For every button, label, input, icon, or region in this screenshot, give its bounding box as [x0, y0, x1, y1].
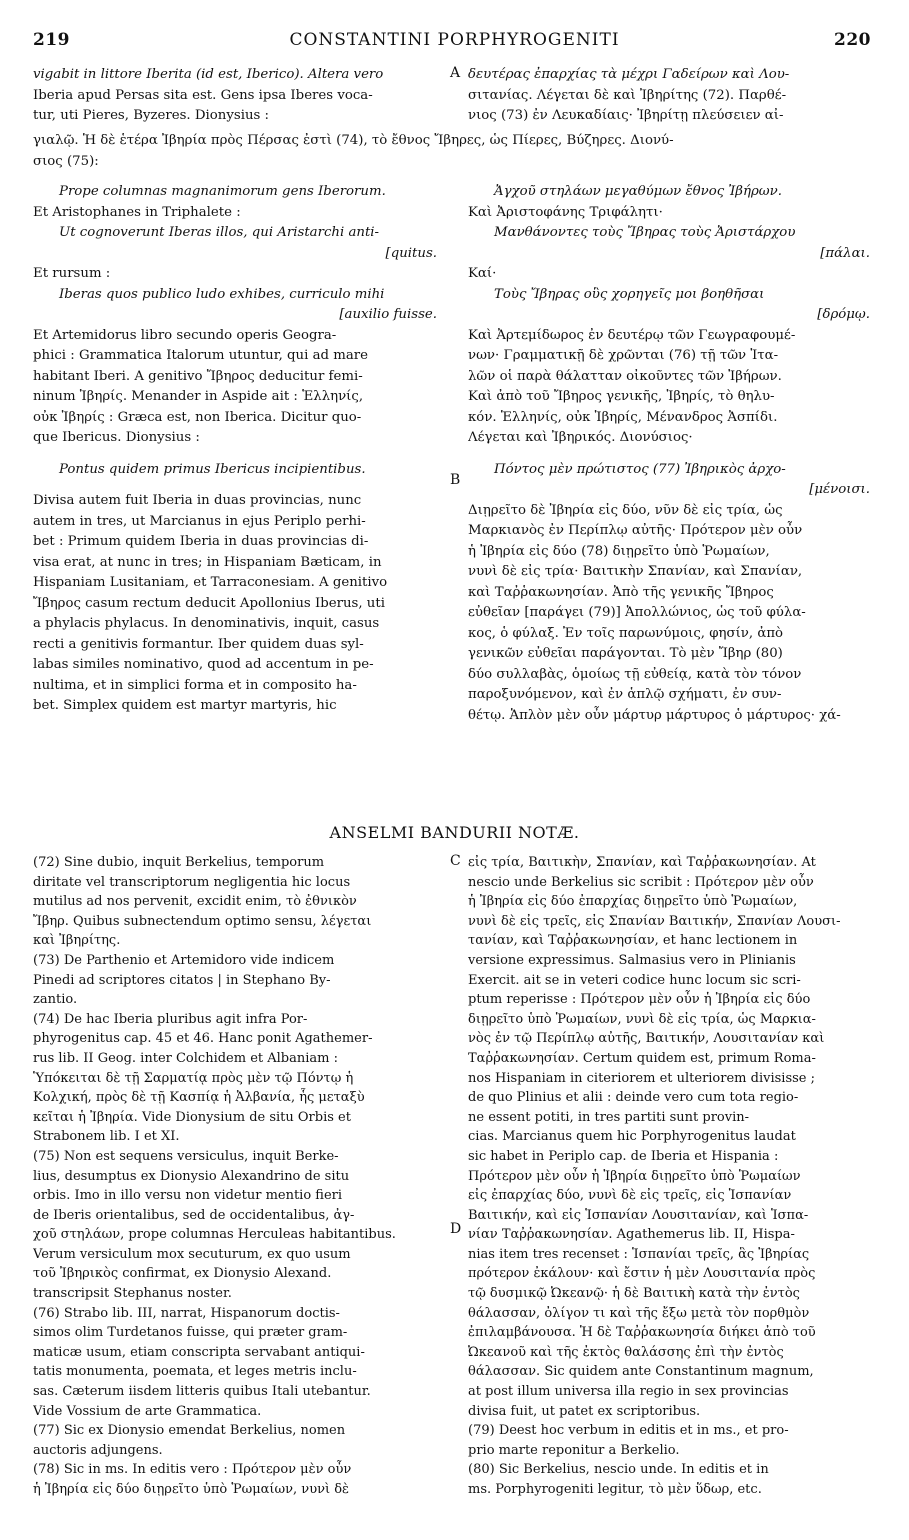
latin-text-verse-line: Iberas quos publico ludo exhibes, curriculo mihi [59, 286, 385, 302]
note-line: cias. Marcianus quem hic Porphyrogenitus laudat [468, 1129, 796, 1145]
running-header-title: CONSTANTINI PORPHYROGENITI [289, 30, 620, 50]
note-line: (75) Non est sequens versiculus, inquit Berke- [33, 1148, 339, 1164]
latin-text-line: autem in tres, ut Marcianus in ejus Periplo perhi- [33, 513, 366, 529]
note-line: auctoris adjungens. [33, 1442, 163, 1458]
greek-text-verse-line: Μανθάνοντες τοὺς Ἴβηρας τοὺς Ἀριστάρχου [494, 225, 796, 240]
latin-text-line: οὐκ Ἰβηρίς : Græca est, non Iberica. Dicitur quo- [33, 409, 362, 425]
greek-text-line: Καί· [468, 266, 497, 281]
note-line: (79) Deest hoc verbum in editis et in ms., et pro- [468, 1423, 789, 1439]
note-line: Pinedi ad scriptores citatos | in Stephano By- [33, 972, 331, 988]
latin-text-verse-line: Pontus quidem primus Ibericus incipientibus. [59, 461, 366, 477]
note-line: χοῦ στηλάων, prope columnas Herculeas habitantibus. [33, 1227, 396, 1243]
note-line: ne essent potiti, in tres partiti sunt provin- [468, 1109, 750, 1125]
greek-text-line: νων· Γραμματικῇ δὲ χρῶνται (76) τῇ τῶν Ἰτα- [468, 348, 779, 363]
note-line: (72) Sine dubio, inquit Berkelius, temporum [33, 855, 325, 870]
greek-text-verse-line: [δρόμῳ. [817, 307, 870, 322]
greek-text-line: λῶν οἱ παρὰ θάλατταν οἰκοῦντες τῶν Ἰβήρων. [468, 368, 782, 384]
note-line: νὸς ἐν τῷ Περίπλῳ αὐτῆς, Βαιτικήν, Λουσιτανίαν καὶ [468, 1031, 825, 1047]
latin-text-line: tur, uti Pieres, Byzeres. Dionysius : [33, 108, 270, 123]
note-line: de Iberis orientalibus, sed de occidentalibus, ἀγ- [33, 1207, 355, 1223]
latin-text-verse-line: [auxilio fuisse. [339, 307, 437, 322]
margin-letter-c: C [450, 853, 461, 869]
note-line: τῷ δυσμικῷ Ὠκεανῷ· ἡ δὲ Βαιτικὴ κατὰ τὴν ἐντὸς [468, 1286, 800, 1302]
greek-text-verse-line: [πάλαι. [820, 245, 870, 261]
greek-text-verse-line: [μένοισι. [809, 482, 870, 497]
note-line: sic habet in Periplo cap. de Iberia et Hispania : [468, 1148, 779, 1164]
latin-text-verse-line: [quitus. [385, 245, 437, 261]
note-line: νυνὶ δὲ εἰς τρεῖς, εἰς Σπανίαν Βαιτικήν, Σπανίαν Λουσι- [468, 913, 841, 929]
greek-text-line: σιτανίας. Λέγεται δὲ καὶ Ἰβηρίτης (72). Παρθέ- [468, 87, 787, 103]
note-line: simos olim Turdetanos fuisse, qui præter gram- [33, 1325, 348, 1341]
greek-text-line: ἡ Ἰβηρία εἰς δύο (78) διῃρεῖτο ὑπὸ Ῥωμαίων, [468, 543, 770, 559]
note-line: (73) De Parthenio et Artemidoro vide indicem [33, 952, 335, 968]
greek-text-line: Λέγεται καὶ Ἰβηρικός. Διονύσιος· [468, 430, 693, 445]
latin-text-line: habitant Iberi. A genitivo Ἴβηρος deducitur femi- [33, 368, 363, 384]
note-line: orbis. Imo in illo versu non videtur mentio fieri [33, 1188, 343, 1204]
note-line: Βαιτικήν, καὶ εἰς Ἱσπανίαν Λουσιτανίαν, καὶ Ἱσπα- [468, 1207, 809, 1223]
note-line: de quo Plinius et alii : deinde vero cum tota regio- [468, 1090, 799, 1106]
notes-right-column [468, 853, 878, 1500]
greek-text-line: γιαλῷ. Ἡ δὲ ἑτέρα Ἰβηρία πρὸς Πέρσας ἐστὶ (74), τὸ ἔθνος Ἴβηρες, ὡς Πίερες, Βύζηρες. Διονύ- [33, 133, 674, 148]
latin-text-line: visa erat, at nunc in tres; in Hispaniam Bæticam, in [33, 554, 382, 570]
note-line: zantio. [33, 992, 78, 1008]
note-line: mutilus ad nos pervenit, excidit enim, τὸ ἐθνικὸν [33, 894, 357, 910]
spanning-text [33, 131, 878, 172]
note-line: sas. Cæterum iisdem litteris quibus Itali utebantur. [33, 1384, 371, 1400]
notes-left-column [33, 853, 443, 1500]
page-number-right: 220 [834, 30, 871, 50]
note-line: κεῖται ἡ Ἰβηρία. Vide Dionysium de situ Orbis et [33, 1109, 351, 1125]
note-line: (78) Sic in ms. In editis vero : Πρότερον μὲν οὖν [33, 1462, 352, 1478]
note-line: εἰς ἐπαρχίας δύο, νυνὶ δὲ εἰς τρεῖς, εἰς Ἱσπανίαν [468, 1188, 792, 1204]
note-line: τοῦ Ἰβηρικὸς confirmat, ex Dionysio Alexand. [33, 1266, 332, 1282]
greek-text-line: κόν. Ἑλληνίς, οὐκ Ἰβηρίς, Μένανδρος Ἀσπίδι. [468, 409, 778, 425]
blank-space [468, 449, 878, 460]
note-line: καὶ Ἰβηρίτης. [33, 933, 121, 949]
note-line: phyrogenitus cap. 45 et 46. Hanc ponit Agathemer- [33, 1031, 373, 1047]
note-line: Πρότερον μὲν οὖν ἡ Ἰβηρία διῃρεῖτο ὑπὸ Ῥωμαίων [468, 1168, 801, 1184]
note-line: (76) Strabo lib. III, narrat, Hispanorum doctis- [33, 1305, 340, 1321]
note-line: θάλασσαν. Sic quidem ante Constantinum magnum, [468, 1364, 814, 1380]
margin-letter-d: D [450, 1221, 462, 1237]
latin-text-verse-line: vigabit in littore Iberita (id est, Iberico). Altera vero [33, 67, 384, 82]
greek-text-line: σιος (75): [33, 153, 99, 169]
note-line: Vide Vossium de arte Grammatica. [33, 1403, 262, 1419]
latin-text-line: Ἴβηρος casum rectum deducit Apollonius Iberus, uti [33, 595, 385, 611]
latin-text-line: Iberia apud Persas sita est. Gens ipsa Iberes voca- [33, 87, 373, 103]
note-line: ms. Porphyrogeniti legitur, τὸ μὲν ὕδωρ, etc. [468, 1482, 762, 1497]
greek-text-line: Καὶ Ἀριστοφάνης Τριφάλητι· [468, 204, 663, 220]
note-line: divisa fuit, ut patet ex scriptoribus. [468, 1403, 701, 1419]
note-line: πρότερον ἐκάλουν· καὶ ἔστιν ἡ μὲν Λουσιτανία πρὸς [468, 1266, 816, 1282]
greek-text-line: Καὶ Ἀρτεμίδωρος ἐν δευτέρῳ τῶν Γεωγραφουμέ- [468, 327, 796, 343]
page-number-left: 219 [33, 30, 70, 50]
latin-text-line: que Ibericus. Dionysius : [33, 430, 200, 445]
note-line: διῃρεῖτο ὑπὸ Ῥωμαίων, νυνὶ δὲ εἰς τρία, ὡς Μαρκια- [468, 1011, 816, 1027]
latin-text-line: Divisa autem fuit Iberia in duas provincias, nunc [33, 493, 362, 508]
note-line: lius, desumptus ex Dionysio Alexandrino de situ [33, 1168, 350, 1184]
greek-text-line: κος, ὁ φύλαξ. Ἐν τοῖς παρωνύμοις, φησίν, ἀπὸ [468, 625, 784, 641]
latin-text-line: phici : Grammatica Italorum utuntur, qui ad mare [33, 348, 369, 363]
right-column-greek [468, 182, 878, 726]
note-line: rus lib. II Geog. inter Colchidem et Albaniam : [33, 1050, 338, 1066]
latin-text-line: Et Aristophanes in Triphalete : [33, 204, 241, 220]
greek-text-line: Μαρκιανὸς ἐν Περίπλῳ αὐτῆς· Πρότερον μὲν οὖν [468, 523, 803, 538]
note-line: εἰς τρία, Βαιτικὴν, Σπανίαν, καὶ Ταῤῥακωνησίαν. At [468, 855, 816, 870]
greek-text-line: νυνὶ δὲ εἰς τρία· Βαιτικὴν Σπανίαν, καὶ Σπανίαν, [468, 564, 803, 579]
latin-text-line: bet. Simplex quidem est martyr martyris, hic [33, 698, 337, 713]
note-line: versione expressimus. Salmasius vero in Plinianis [468, 952, 796, 968]
note-line: at post illum universa illa regio in sex provincias [468, 1384, 789, 1400]
note-line: maticæ usum, etiam conscripta servabant antiqui- [33, 1344, 365, 1360]
blank-space [33, 449, 445, 460]
note-line: ἡ Ἰβηρία εἰς δύο ἐπαρχίας διῃρεῖτο ὑπὸ Ῥωμαίων, [468, 894, 798, 910]
greek-text-verse-line: Τοὺς Ἴβηρας οὓς χορηγεῖς μοι βοηθῆσαι [494, 286, 765, 302]
margin-letter-b: B [450, 472, 461, 488]
note-line: ἡ Ἰβηρία εἰς δύο διῃρεῖτο ὑπὸ Ῥωμαίων, νυνὶ δὲ [33, 1482, 350, 1497]
note-line: (77) Sic ex Dionysio emendat Berkelius, nomen [33, 1423, 346, 1439]
greek-text-line: Καὶ ἀπὸ τοῦ Ἴβηρος γενικῆς, Ἰβηρίς, τὸ θηλυ- [468, 389, 775, 404]
greek-text-verse-line: Ἀγχοῦ στηλάων μεγαθύμων ἔθνος Ἰβήρων. [494, 184, 782, 199]
greek-text-line: παροξυνόμενον, καὶ ἐν ἁπλῷ σχήματι, ἐν συν- [468, 687, 782, 702]
note-line: nescio unde Berkelius sic scribit : Πρότερον μὲν οὖν [468, 874, 814, 890]
latin-text-line: nultima, et in simplici forma et in composito ha- [33, 677, 357, 693]
note-line: prio marte reponitur a Berkelio. [468, 1442, 680, 1458]
note-line: nias item tres recenset : Ἱσπανίαι τρεῖς, ἃς Ἰβηρίας [468, 1246, 810, 1262]
notes-heading: ANSELMI BANDURII NOTÆ. [329, 823, 580, 842]
latin-text-line: bet : Primum quidem Iberia in duas provincias di- [33, 534, 369, 549]
latin-text-line: recti a genitivis formantur. Iber quidem duas syl- [33, 636, 364, 652]
note-line: Ὠκεανοῦ καὶ τῆς ἐκτὸς θαλάσσης ἐπὶ τὴν ἐντὸς [468, 1344, 784, 1360]
greek-text-verse-line: δευτέρας ἐπαρχίας τὰ μέχρι Γαδείρων καὶ Λου- [468, 67, 790, 82]
note-line: ptum reperisse : Πρότερον μὲν οὖν ἡ Ἰβηρία εἰς δύο [468, 992, 811, 1008]
latin-text-verse-line: Ut cognoverunt Iberas illos, qui Aristarchi anti- [59, 225, 380, 240]
latin-text-line: Et rursum : [33, 266, 111, 281]
note-line: Verum versiculum mox secuturum, ex quo usum [33, 1246, 351, 1262]
left-column-latin [33, 182, 445, 717]
note-line: τανίαν, καὶ Ταῤῥακωνησίαν, et hanc lectionem in [468, 933, 798, 949]
greek-text-line: θέτῳ. Ἁπλὸν μὲν οὖν μάρτυρ μάρτυρος ὁ μάρτυρος· χά- [468, 707, 841, 723]
latin-text-verse-line: Prope columnas magnanimorum gens Iberorum. [59, 184, 386, 199]
note-line: Ταῤῥακωνησίαν. Certum quidem est, primum Roma- [468, 1050, 816, 1066]
margin-letter-a: A [450, 65, 461, 81]
latin-text-line: labas similes nominativo, quod ad accentum in pe- [33, 657, 374, 672]
left-column-top [33, 65, 445, 127]
note-line: Exercit. ait se in veteri codice hunc locum sic scri- [468, 972, 801, 988]
latin-text-line: Hispaniam Lusitaniam, et Tarraconesiam. A genitivo [33, 575, 388, 590]
note-line: Strabonem lib. I et XI. [33, 1129, 180, 1145]
note-line: Κολχική, πρὸς δὲ τῇ Κασπίᾳ ἡ Ἀλβανία, ἧς μεταξὺ [33, 1090, 365, 1106]
note-line: νίαν Ταῤῥακωνησίαν. Agathemerus lib. II, Hispa- [468, 1227, 795, 1243]
note-line: tatis monumenta, poemata, et leges metris inclu- [33, 1364, 357, 1380]
greek-text-line: Διῃρεῖτο δὲ Ἰβηρία εἰς δύο, νῦν δὲ εἰς τρία, ὡς [468, 502, 783, 518]
latin-text-line: Et Artemidorus libro secundo operis Geogra- [33, 327, 337, 343]
note-line: nos Hispaniam in citeriorem et ulteriorem divisisse ; [468, 1070, 815, 1086]
greek-text-line: καὶ Ταῤῥακωνησίαν. Ἀπὸ τῆς γενικῆς Ἴβηρος [468, 584, 774, 600]
greek-text-line: εὐθεῖαν [παράγει (79)] Ἀπολλώνιος, ὡς τοῦ φύλα- [468, 605, 806, 620]
note-line: θάλασσαν, ὀλίγον τι καὶ τῆς ἔξω μετὰ τὸν πορθμὸν [468, 1305, 810, 1321]
note-line: (74) De hac Iberia pluribus agit infra Por- [33, 1011, 308, 1027]
note-line: Ἴβηρ. Quibus subnectendum optimo sensu, λέγεται [33, 913, 372, 929]
blank-space [33, 480, 445, 491]
note-line: (80) Sic Berkelius, nescio unde. In editis et in [468, 1462, 769, 1478]
latin-text-line: ninum Ἰβηρίς. Menander in Aspide ait : Ἑλληνίς, [33, 389, 364, 404]
note-line: diritate vel transcriptorum negligentia hic locus [33, 874, 351, 890]
greek-text-line: γενικῶν εὐθεῖαι παράγονται. Τὸ μὲν Ἴβηρ (80) [468, 646, 783, 661]
note-line: transcripsit Stephanus noster. [33, 1286, 232, 1302]
greek-text-verse-line: Πόντος μὲν πρώτιστος (77) Ἰβηρικὸς ἀρχο- [494, 461, 786, 477]
right-column-top [468, 65, 878, 127]
greek-text-line: δύο συλλαβὰς, ὁμοίως τῇ εὐθείᾳ, κατὰ τὸν τόνον [468, 666, 802, 682]
latin-text-line: a phylacis phylacus. In denominativis, inquit, casus [33, 616, 380, 631]
note-line: ἐπιλαμβάνουσα. Ἡ δὲ Ταῤῥακωνησία διήκει ἀπὸ τοῦ [468, 1325, 816, 1341]
note-line: Ὑπόκειται δὲ τῇ Σαρματίᾳ πρὸς μὲν τῷ Πόντῳ ἡ [33, 1070, 354, 1086]
greek-text-line: νιος (73) ἐν Λευκαδίαις· Ἰβηρίτῃ πλεύσειεν αἰ- [468, 108, 784, 123]
